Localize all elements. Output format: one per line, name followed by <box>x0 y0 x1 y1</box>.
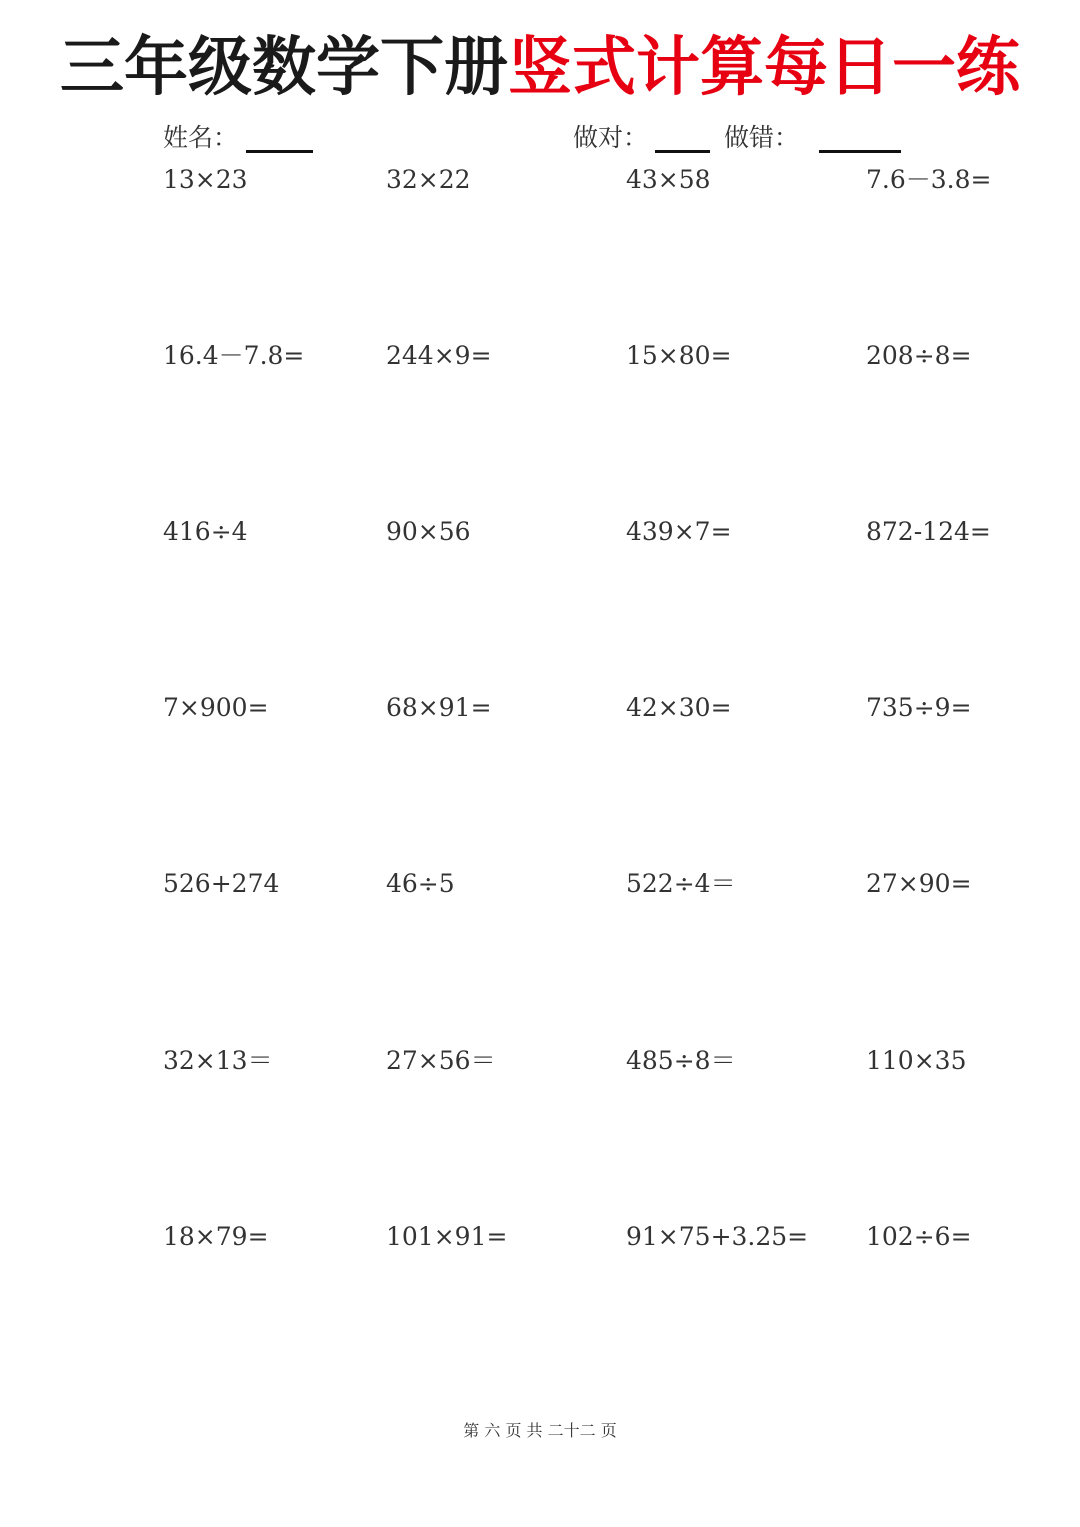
problem-item: 485÷8＝ <box>626 1046 736 1075</box>
problem-item: 27×56＝ <box>386 1046 496 1075</box>
page-footer: 第 六 页 共 二十二 页 <box>463 1421 617 1440</box>
correct-blank[interactable] <box>655 150 710 153</box>
name-blank[interactable] <box>246 150 313 153</box>
problem-item: 32×13＝ <box>163 1046 273 1075</box>
wrong-label: 做错： <box>724 123 800 152</box>
problem-item: 110×35 <box>866 1046 967 1075</box>
correct-label: 做对： <box>573 123 649 152</box>
problem-item: 42×30= <box>626 693 732 722</box>
problem-item: 91×75+3.25= <box>626 1222 809 1251</box>
title-grade-part: 三年级数学下册 <box>60 31 508 105</box>
problem-item: 18×79= <box>163 1222 269 1251</box>
info-row <box>0 112 1080 160</box>
title-practice-part: 竖式计算每日一练 <box>508 31 1020 105</box>
problem-item: 522÷4＝ <box>626 869 736 898</box>
problem-item: 46÷5 <box>386 869 455 898</box>
problem-item: 13×23 <box>163 165 248 194</box>
name-label: 姓名： <box>163 123 239 152</box>
problem-item: 208÷8= <box>866 341 972 370</box>
problem-item: 735÷9= <box>866 693 972 722</box>
problem-item: 7.6－3.8= <box>866 165 992 194</box>
wrong-blank[interactable] <box>819 150 901 153</box>
problem-item: 27×90= <box>866 869 972 898</box>
problem-item: 32×22 <box>386 165 471 194</box>
problem-item: 872-124= <box>866 517 991 546</box>
problem-item: 416÷4 <box>163 517 248 546</box>
problem-item: 90×56 <box>386 517 471 546</box>
problem-item: 43×58 <box>626 165 711 194</box>
problem-item: 101×91= <box>386 1222 508 1251</box>
problem-item: 68×91= <box>386 693 492 722</box>
problem-item: 244×9= <box>386 341 492 370</box>
problem-item: 7×900= <box>163 693 269 722</box>
problem-item: 15×80= <box>626 341 732 370</box>
problem-item: 439×7= <box>626 517 732 546</box>
page-title <box>0 22 1080 114</box>
problem-item: 102÷6= <box>866 1222 972 1251</box>
problem-item: 526+274 <box>163 869 280 898</box>
problem-item: 16.4－7.8= <box>163 341 305 370</box>
